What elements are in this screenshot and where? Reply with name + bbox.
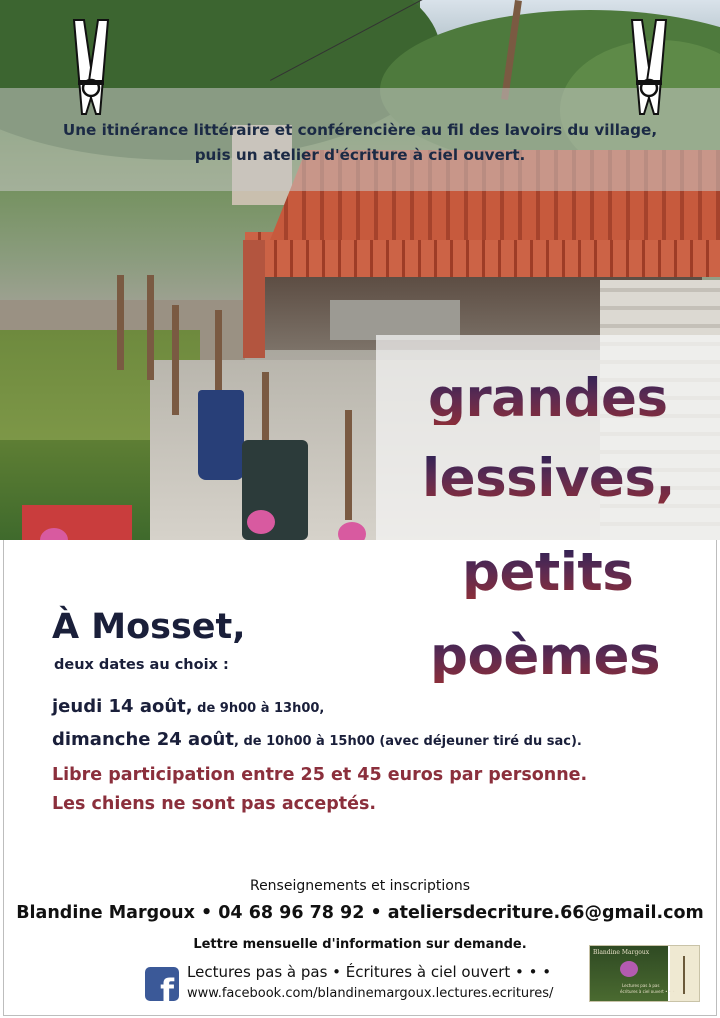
- price-info: Libre participation entre 25 et 45 euros par personne.: [52, 765, 588, 785]
- date-2-main: dimanche 24 août: [52, 729, 234, 750]
- facebook-slogan: Lectures pas à pas • Écritures à ciel ouvert • • •: [187, 963, 552, 981]
- title-grandes: grandes: [428, 368, 668, 429]
- thumbnail-line-1: Lectures pas à pas: [622, 983, 660, 988]
- clothespin-left-icon: [70, 18, 112, 116]
- facebook-icon[interactable]: [145, 967, 179, 1001]
- contact-line[interactable]: Blandine Margoux • 04 68 96 78 92 • ateliersdecriture.66@gmail.com: [16, 903, 704, 923]
- title-poemes: poèmes: [430, 626, 661, 687]
- date-1-detail: de 9h00 à 13h00,: [192, 701, 325, 716]
- date-1-main: jeudi 14 août,: [52, 696, 193, 717]
- facebook-glyph: f: [160, 972, 174, 1001]
- dogs-notice: Les chiens ne sont pas acceptés.: [52, 794, 377, 814]
- contact-heading: Renseignements et inscriptions: [249, 878, 471, 894]
- date-1: [52, 696, 324, 717]
- intro-line-1: Une itinérance littéraire et conférencière au fil des lavoirs du village,: [62, 121, 658, 139]
- intro-line-2: puis un atelier d'écriture à ciel ouvert.: [194, 146, 526, 164]
- title-petits: petits: [462, 542, 634, 603]
- facebook-url[interactable]: www.facebook.com/blandinemargoux.lectures.ecritures/: [187, 986, 554, 1001]
- intro-text: [0, 118, 720, 168]
- date-2-detail: , de 10h00 à 15h00 (avec déjeuner tiré du sac).: [233, 734, 582, 749]
- event-place: À Mosset,: [52, 607, 246, 647]
- date-2: [52, 729, 582, 750]
- dates-intro: deux dates au choix :: [54, 657, 229, 673]
- clothespin-right-icon: [628, 18, 670, 116]
- thumbnail-title: Blandine Margoux: [593, 949, 650, 956]
- title-backdrop: [376, 335, 720, 540]
- newsletter-note: Lettre mensuelle d'information sur demande.: [193, 937, 527, 952]
- title-lessives: lessives,: [422, 448, 676, 509]
- thumbnail-line-2: écritures à ciel ouvert • • •: [620, 989, 675, 994]
- thumbnail-image: [589, 945, 700, 1002]
